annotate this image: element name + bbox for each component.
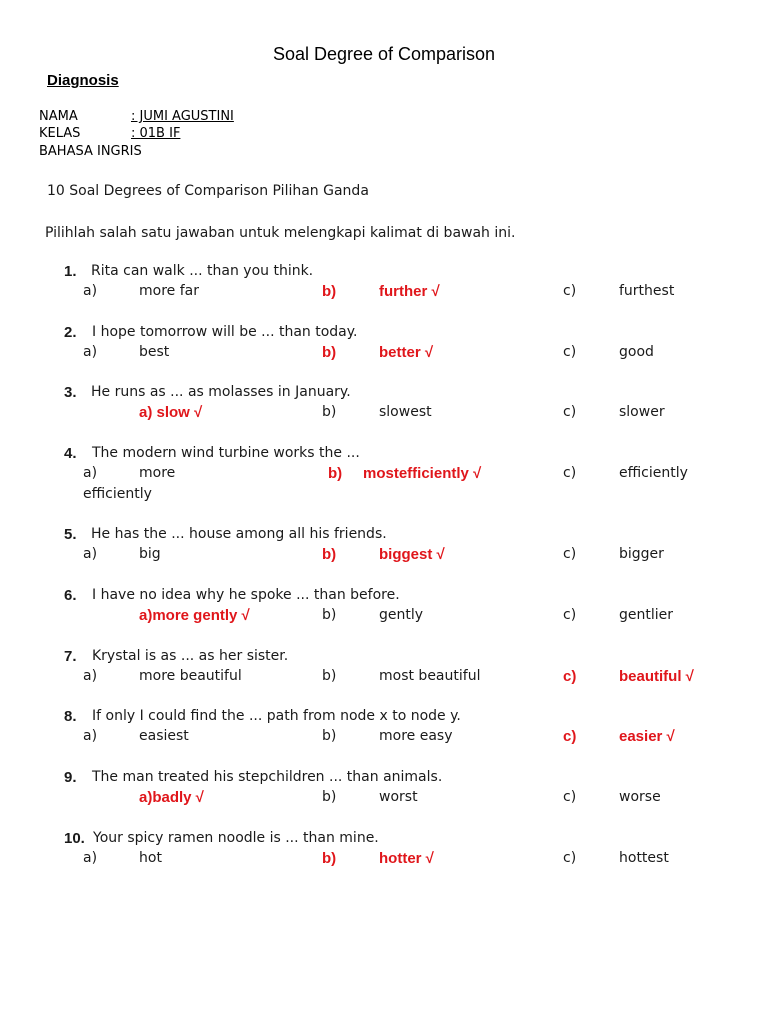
name-label: NAMA: [39, 109, 78, 124]
question-text: If only I could find the ... path from node x to node y.: [92, 708, 461, 724]
option-a-label: a): [83, 546, 98, 562]
answer-options: [0, 404, 768, 425]
question-item: [0, 324, 768, 365]
question-item: [0, 384, 768, 425]
option-a-answer: a) slow √: [139, 404, 203, 421]
option-b-label: b): [322, 344, 337, 361]
option-a-label: a): [83, 465, 98, 481]
question-number: 4.: [64, 445, 77, 462]
option-b-text: worst: [379, 789, 418, 805]
name-value: : JUMI AGUSTINI: [131, 109, 234, 124]
option-c-label: c): [563, 850, 577, 866]
question-number: 8.: [64, 708, 77, 725]
option-a-text: more: [139, 465, 176, 481]
question-line: [0, 708, 768, 728]
option-b-text: hotter √: [379, 850, 434, 867]
option-c-text: furthest: [619, 283, 675, 299]
answer-options: [0, 546, 768, 567]
subject-line: BAHASA INGRIS: [39, 144, 142, 159]
option-c-text: efficiently: [619, 465, 688, 481]
option-b-text: further √: [379, 283, 440, 300]
question-text: I have no idea why he spoke ... than before.: [92, 587, 400, 603]
question-item: [0, 587, 768, 628]
question-item: [0, 445, 768, 506]
page-title: Soal Degree of Comparison: [272, 44, 496, 64]
section-heading: Diagnosis: [47, 72, 119, 89]
question-number: 1.: [64, 263, 77, 280]
option-c-label: c): [563, 668, 577, 685]
option-b-text: biggest √: [379, 546, 445, 563]
question-item: [0, 263, 768, 304]
question-number: 5.: [64, 526, 77, 543]
quiz-instruction: Pilihlah salah satu jawaban untuk melengkapi kalimat di bawah ini.: [45, 225, 516, 241]
option-c-text: beautiful √: [619, 668, 694, 685]
question-line: [0, 769, 768, 789]
option-b-text: slowest: [379, 404, 432, 420]
option-c-text: gentlier: [619, 607, 674, 623]
option-a-label: a): [83, 728, 98, 744]
question-number: 6.: [64, 587, 77, 604]
question-line: [0, 445, 768, 465]
option-a-label: a): [83, 850, 98, 866]
option-c-label: c): [563, 344, 577, 360]
name-line: [39, 109, 234, 124]
option-a-text: more far: [139, 283, 199, 299]
option-c-label: c): [563, 283, 577, 299]
answer-options: [0, 283, 768, 304]
option-a-answer: a)more gently √: [139, 607, 250, 624]
answer-options: [0, 465, 768, 486]
question-text: I hope tomorrow will be ... than today.: [92, 324, 358, 340]
option-b-text: mostefficiently √: [363, 465, 482, 482]
question-text: Krystal is as ... as her sister.: [92, 648, 289, 664]
question-text: Your spicy ramen noodle is ... than mine.: [93, 830, 379, 846]
question-line: [0, 830, 768, 850]
question-line: [0, 324, 768, 344]
option-b-text: more easy: [379, 728, 453, 744]
option-b-text: better √: [379, 344, 434, 361]
option-b-label: b): [322, 850, 337, 867]
option-b-text: gently: [379, 607, 424, 623]
question-number: 10.: [64, 830, 85, 847]
question-item: [0, 648, 768, 689]
option-a-text: more beautiful: [139, 668, 242, 684]
question-text: Rita can walk ... than you think.: [91, 263, 314, 279]
option-c-text: bigger: [619, 546, 664, 562]
question-item: [0, 526, 768, 567]
question-text: He has the ... house among all his friends.: [91, 526, 387, 542]
option-a-label: a): [83, 283, 98, 299]
question-item: [0, 708, 768, 749]
question-line: [0, 587, 768, 607]
question-item: [0, 830, 768, 871]
option-c-text: easier √: [619, 728, 675, 745]
option-a-label: a): [83, 344, 98, 360]
answer-options: [0, 728, 768, 749]
question-number: 9.: [64, 769, 77, 786]
question-number: 7.: [64, 648, 77, 665]
option-a-text: easiest: [139, 728, 189, 744]
option-c-label: c): [563, 404, 577, 420]
option-a-text: best: [139, 344, 170, 360]
option-c-label: c): [563, 546, 577, 562]
option-c-text: good: [619, 344, 654, 360]
answer-options: [0, 850, 768, 871]
option-a-label: a): [83, 668, 98, 684]
option-b-label: b): [322, 728, 337, 744]
answer-options: [0, 789, 768, 810]
option-a-text: big: [139, 546, 161, 562]
option-c-text: hottest: [619, 850, 669, 866]
option-b-label: b): [322, 789, 337, 805]
question-text: He runs as ... as molasses in January.: [91, 384, 351, 400]
option-a-continuation: efficiently: [83, 486, 152, 502]
class-value: : 01B IF: [131, 126, 181, 141]
question-text: The man treated his stepchildren ... than animals.: [92, 769, 443, 785]
question-line: [0, 648, 768, 668]
class-label: KELAS: [39, 126, 81, 141]
option-b-label: b): [322, 283, 337, 300]
option-c-label: c): [563, 789, 577, 805]
question-item: [0, 769, 768, 810]
option-b-label: b): [322, 668, 337, 684]
option-c-label: c): [563, 728, 577, 745]
answer-options: [0, 607, 768, 628]
question-line: [0, 384, 768, 404]
option-continuation: [0, 486, 768, 506]
question-text: The modern wind turbine works the ...: [92, 445, 360, 461]
option-a-answer: a)badly √: [139, 789, 204, 806]
option-c-label: c): [563, 465, 577, 481]
option-a-text: hot: [139, 850, 162, 866]
quiz-subtitle: 10 Soal Degrees of Comparison Pilihan Ganda: [47, 183, 369, 199]
question-line: [0, 263, 768, 283]
option-c-text: slower: [619, 404, 665, 420]
answer-options: [0, 344, 768, 365]
question-number: 3.: [64, 384, 77, 401]
question-number: 2.: [64, 324, 77, 341]
option-b-text: most beautiful: [379, 668, 481, 684]
option-c-label: c): [563, 607, 577, 623]
option-b-label: b): [322, 546, 337, 563]
option-c-text: worse: [619, 789, 661, 805]
option-b-label: b): [328, 465, 343, 482]
class-line: [39, 126, 180, 141]
question-line: [0, 526, 768, 546]
answer-options: [0, 668, 768, 689]
option-b-label: b): [322, 607, 337, 623]
option-b-label: b): [322, 404, 337, 420]
